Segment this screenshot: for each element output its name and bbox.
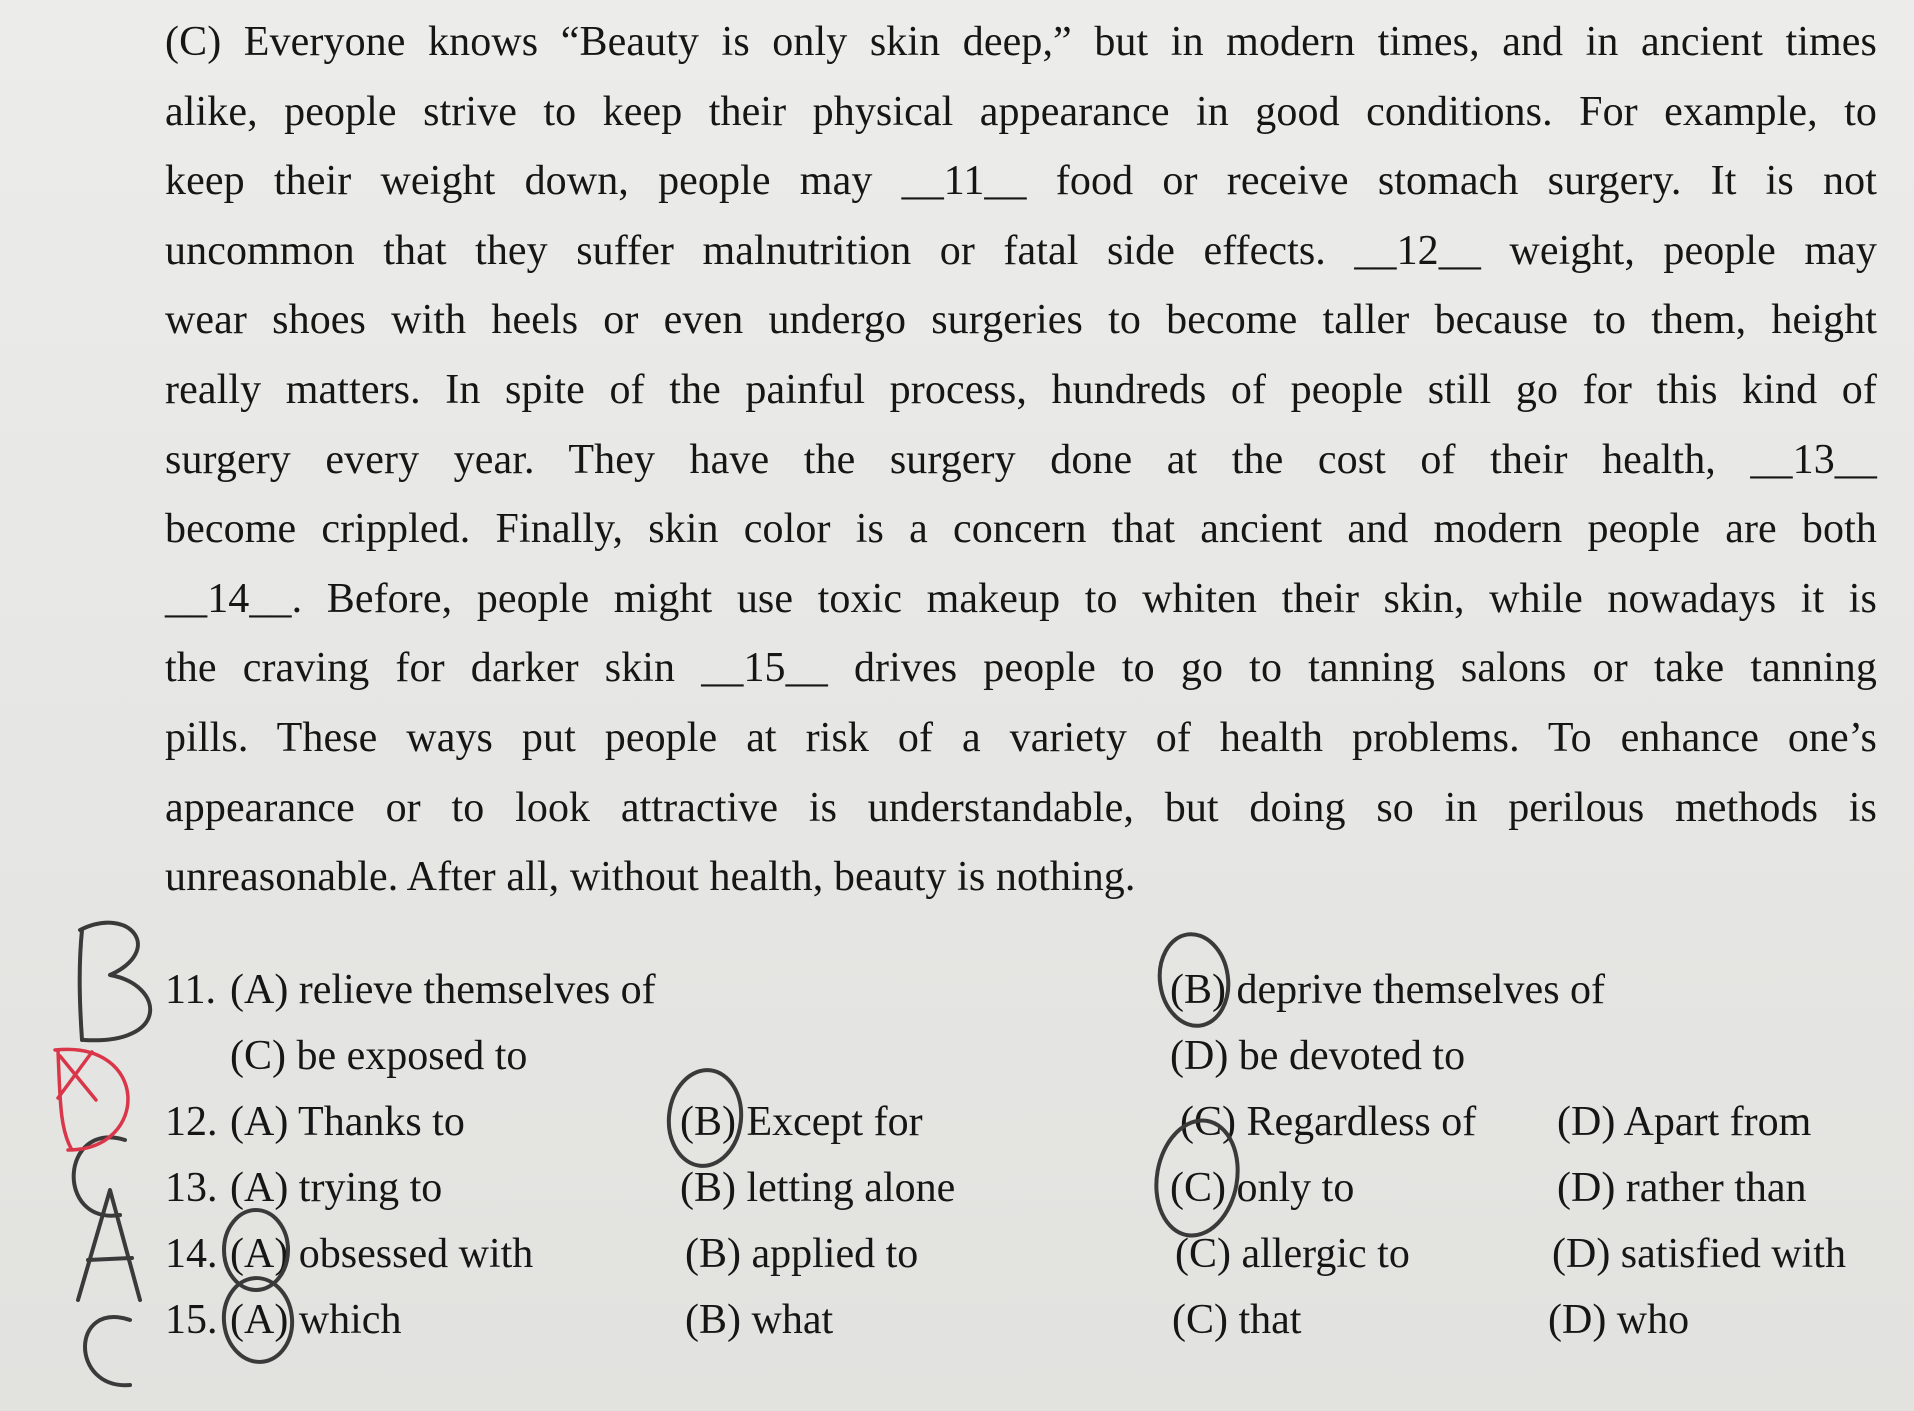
passage-line: unreasonable. After all, without health, beauty is nothing. bbox=[165, 854, 1136, 901]
passage-line: the craving for darker skin __15__ drives people to go to tanning salons or take tanning bbox=[165, 645, 1877, 692]
option-12-a[interactable]: (A) Thanks to bbox=[230, 1099, 465, 1145]
option-13-c[interactable]: (C) only to bbox=[1170, 1165, 1355, 1211]
option-15-b[interactable]: (B) what bbox=[685, 1297, 834, 1343]
passage-line: really matters. In spite of the painful process, hundreds of people still go for this kind of bbox=[165, 366, 1877, 413]
option-13-a[interactable]: (A) trying to bbox=[230, 1165, 443, 1211]
option-11-a[interactable]: (A) relieve themselves of bbox=[230, 967, 656, 1013]
option-14-b[interactable]: (B) applied to bbox=[685, 1231, 919, 1277]
option-15-c[interactable]: (C) that bbox=[1172, 1297, 1302, 1343]
question-13 bbox=[0, 1164, 1914, 1216]
option-15-a[interactable]: (A) which bbox=[230, 1297, 402, 1343]
passage-line: alike, people strive to keep their physical appearance in good conditions. For example, to bbox=[165, 88, 1877, 135]
option-13-b[interactable]: (B) letting alone bbox=[680, 1165, 956, 1211]
option-13-d[interactable]: (D) rather than bbox=[1557, 1165, 1807, 1211]
passage-line: __14__. Before, people might use toxic makeup to whiten their skin, while nowadays it is bbox=[165, 575, 1877, 622]
option-14-a[interactable]: (A) obsessed with bbox=[230, 1231, 534, 1277]
option-11-d[interactable]: (D) be devoted to bbox=[1170, 1033, 1466, 1079]
option-15-d[interactable]: (D) who bbox=[1548, 1297, 1690, 1343]
passage-line: appearance or to look attractive is understandable, but doing so in perilous methods is bbox=[165, 784, 1877, 831]
question-number: 15. bbox=[165, 1297, 218, 1343]
question-14 bbox=[0, 1230, 1914, 1282]
question-number: 11. bbox=[165, 967, 216, 1013]
question-11-continued bbox=[0, 1032, 1914, 1084]
question-11 bbox=[0, 966, 1914, 1018]
option-12-b[interactable]: (B) Except for bbox=[680, 1099, 923, 1145]
option-11-b[interactable]: (B) deprive themselves of bbox=[1170, 967, 1606, 1013]
option-12-d[interactable]: (D) Apart from bbox=[1557, 1099, 1812, 1145]
passage-line: become crippled. Finally, skin color is a concern that ancient and modern people are both bbox=[165, 506, 1877, 553]
option-12-c[interactable]: (C) Regardless of bbox=[1180, 1099, 1477, 1145]
passage-line: pills. These ways put people at risk of a variety of health problems. To enhance one’s bbox=[165, 714, 1877, 761]
question-number: 13. bbox=[165, 1165, 218, 1211]
option-14-c[interactable]: (C) allergic to bbox=[1175, 1231, 1410, 1277]
question-number: 12. bbox=[165, 1099, 218, 1145]
passage-line: surgery every year. They have the surgery done at the cost of their health, __13__ bbox=[165, 436, 1877, 483]
question-15 bbox=[0, 1296, 1914, 1348]
question-12 bbox=[0, 1098, 1914, 1150]
option-11-c[interactable]: (C) be exposed to bbox=[230, 1033, 528, 1079]
question-number: 14. bbox=[165, 1231, 218, 1277]
passage-line: uncommon that they suffer malnutrition or fatal side effects. __12__ weight, people may bbox=[165, 227, 1877, 274]
option-14-d[interactable]: (D) satisfied with bbox=[1552, 1231, 1846, 1277]
passage-line: (C) Everyone knows “Beauty is only skin deep,” but in modern times, and in ancient times bbox=[165, 19, 1877, 65]
passage-line: wear shoes with heels or even undergo surgeries to become taller because to them, height bbox=[165, 297, 1877, 344]
passage-line: keep their weight down, people may __11__ food or receive stomach surgery. It is not bbox=[165, 158, 1877, 205]
